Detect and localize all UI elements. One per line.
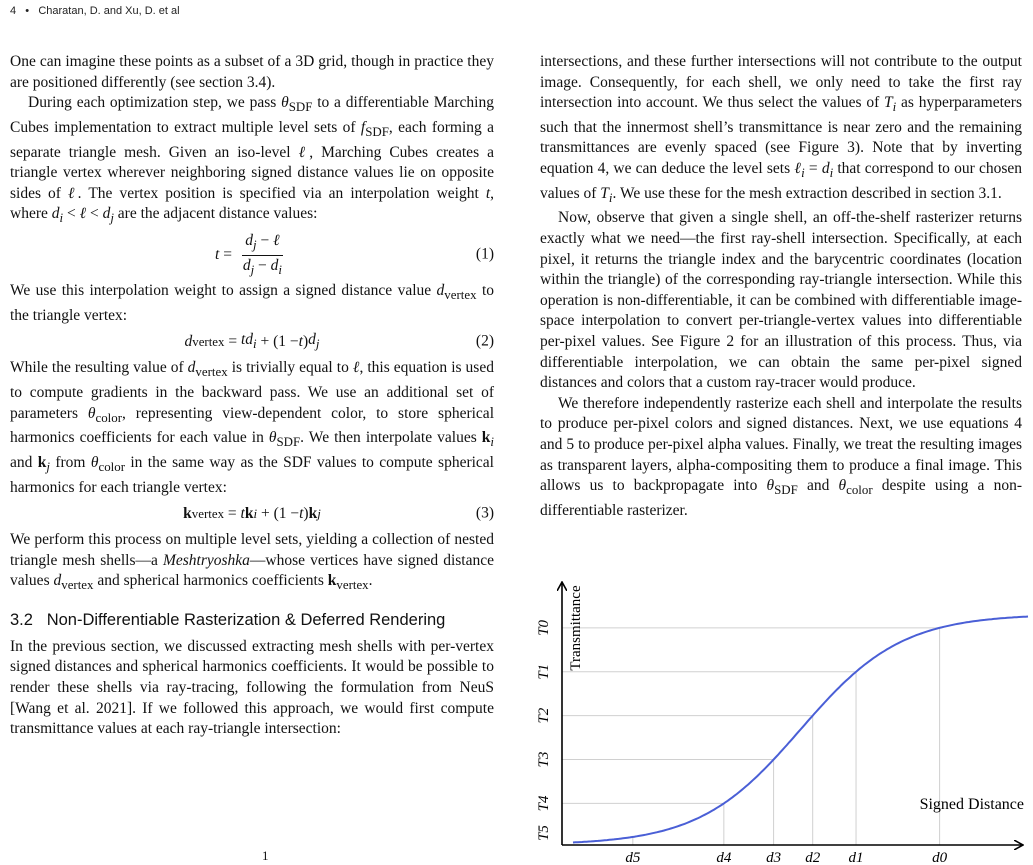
equation-2-number: (2) xyxy=(475,333,494,351)
paragraph-ray-tracing: In the previous section, we discussed extracting mesh shells with per-vertex signed distances and spherical harmonics coefficients. It would be possible to render these shells via ray-tracing, following the formulation from NeuS [Wang et al. 2021]. If we followed this approach, we would first compute transmittance values at each ray-triangle intersection: xyxy=(10,637,494,738)
bottom-equation-fragment: 1 xyxy=(262,848,269,863)
section-heading xyxy=(10,610,494,631)
right-column xyxy=(540,52,1022,521)
y-tick-label: T2 xyxy=(536,707,552,724)
x-tick-label: d3 xyxy=(766,850,782,865)
paragraph-interp-weight: We use this interpolation weight to assign a signed distance value $d_{vertex}$ to the triangle vertex: xyxy=(10,282,494,324)
transmittance-figure xyxy=(528,578,1033,865)
header-bullet: • xyxy=(25,5,30,17)
x-tick-label: d5 xyxy=(625,850,641,865)
paragraph-meshtryoshka: We perform this process on multiple level sets, yielding a collection of nested triangle mesh shells—a Meshtryoshka—whose vertices have signed distance values $d_{vertex}$ and spherical harmonics coefficients $k_{vertex}$. xyxy=(10,531,494,593)
page-number: 4 xyxy=(10,5,17,17)
equation-2: d vertex = $td_i$ + (1 − t ) $d_j$ (2) xyxy=(184,330,494,352)
running-header xyxy=(10,5,180,17)
x-tick-label: d4 xyxy=(716,850,732,865)
paragraph-compositing: We therefore independently rasterize each shell and interpolate the results to produce per-pixel colors and signed distances. Next, we use equations 4 and 5 to produce per-pixel alpha values. Finally, we treat the resulting images as transparent layers, alpha-compositing them to produce a final image. This allows us to backpropagate into $\theta_{SDF}$ and $\theta_{color}$ despite using a non-differentiable rasterizer. xyxy=(540,394,1022,519)
paragraph-gradients: While the resulting value of $d_{vertex}$ is trivially equal to ℓ, this equation is used to compute gradients in the backward pass. We use an additional set of parameters $\theta_{color}$, representing view-dependent color, to store spherical harmonics coefficients for each value in $\theta_{SDF}$. We then interpolate values $k_i$ and $k_j$ from $\theta_{color}$ in the same way as the SDF values to compute spherical harmonics for each triangle vertex: xyxy=(10,359,494,496)
y-tick-label: T0 xyxy=(536,619,552,636)
transmittance-chart xyxy=(528,578,1033,865)
paragraph-hyperparameters: intersections, and these further intersections will not contribute to the output image. Consequently, for each shell, we only need to take the first ray intersection into account. We thus select the values of $T_i$ as hyperparameters such that the innermost shell’s transmittance is near zero and the remaining transmittances are evenly spaced (see Figure 3). Note that by inverting equation 4, we can deduce the level sets ℓ$_i$ = $d_i$ that correspond to our chosen values of $T_i$. We use these for the mesh extraction described in section 3.1. xyxy=(540,53,1022,205)
equation-1: t = $\frac{d_j - \ell}{d_j - d_i}$ (1) xyxy=(215,232,494,277)
section-title: Non-Differentiable Rasterization & Deferred Rendering xyxy=(46,611,446,630)
left-column xyxy=(10,52,494,740)
x-tick-label: d0 xyxy=(932,850,948,865)
equation-3-number: (3) xyxy=(475,504,494,522)
equation-3: k vertex = t k i + (1 − t ) k j (3) xyxy=(10,500,494,528)
y-tick-label: T5 xyxy=(536,825,552,841)
y-tick-label: T3 xyxy=(536,751,552,768)
x-tick-label: d2 xyxy=(805,850,821,865)
y-tick-label: T4 xyxy=(536,795,552,812)
y-axis-label: Transmittance xyxy=(568,585,584,671)
header-authors: Charatan, D. and Xu, D. et al xyxy=(38,5,180,17)
x-axis-label: Signed Distance xyxy=(919,796,1024,813)
section-number: 3.2 xyxy=(10,611,33,630)
paragraph-points-grid: One can imagine these points as a subset of a 3D grid, though in practice they are positioned differently (see section 3.4). xyxy=(10,53,494,91)
paragraph-rasterizer: Now, observe that given a single shell, an off-the-shelf rasterizer returns exactly what we need—the first ray-shell intersection. Specifically, at each pixel, it returns the triangle index and the barycentric coordinates (location within the triangle) of the corresponding ray-triangle intersection. While this operation is non-differentiable, it can be combined with differentiable image-space interpolation to convert per-triangle-vertex values into differentiable per-pixel values. See Figure 2 for an illustration of this process. Thus, via differentiable interpolation, we can obtain the same per-pixel signed distances and colors that a custom ray-tracer would produce. xyxy=(540,209,1022,392)
x-tick-label: d1 xyxy=(848,850,864,865)
equation-1-number: (1) xyxy=(475,245,494,263)
paragraph-marching-cubes: During each optimization step, we pass $\theta_{SDF}$ to a differentiable Marching Cubes implementation to extract multiple level sets of $f_{SDF}$, each forming a separate triangle mesh. Given an iso-level ℓ, Marching Cubes creates a triangle vertex wherever neighboring signed distance values lie on opposite sides of ℓ. The vertex position is specified via an interpolation weight t, where $d_i$ < ℓ < $d_j$ are the adjacent distance values: xyxy=(10,94,494,226)
y-tick-label: T1 xyxy=(536,663,552,680)
